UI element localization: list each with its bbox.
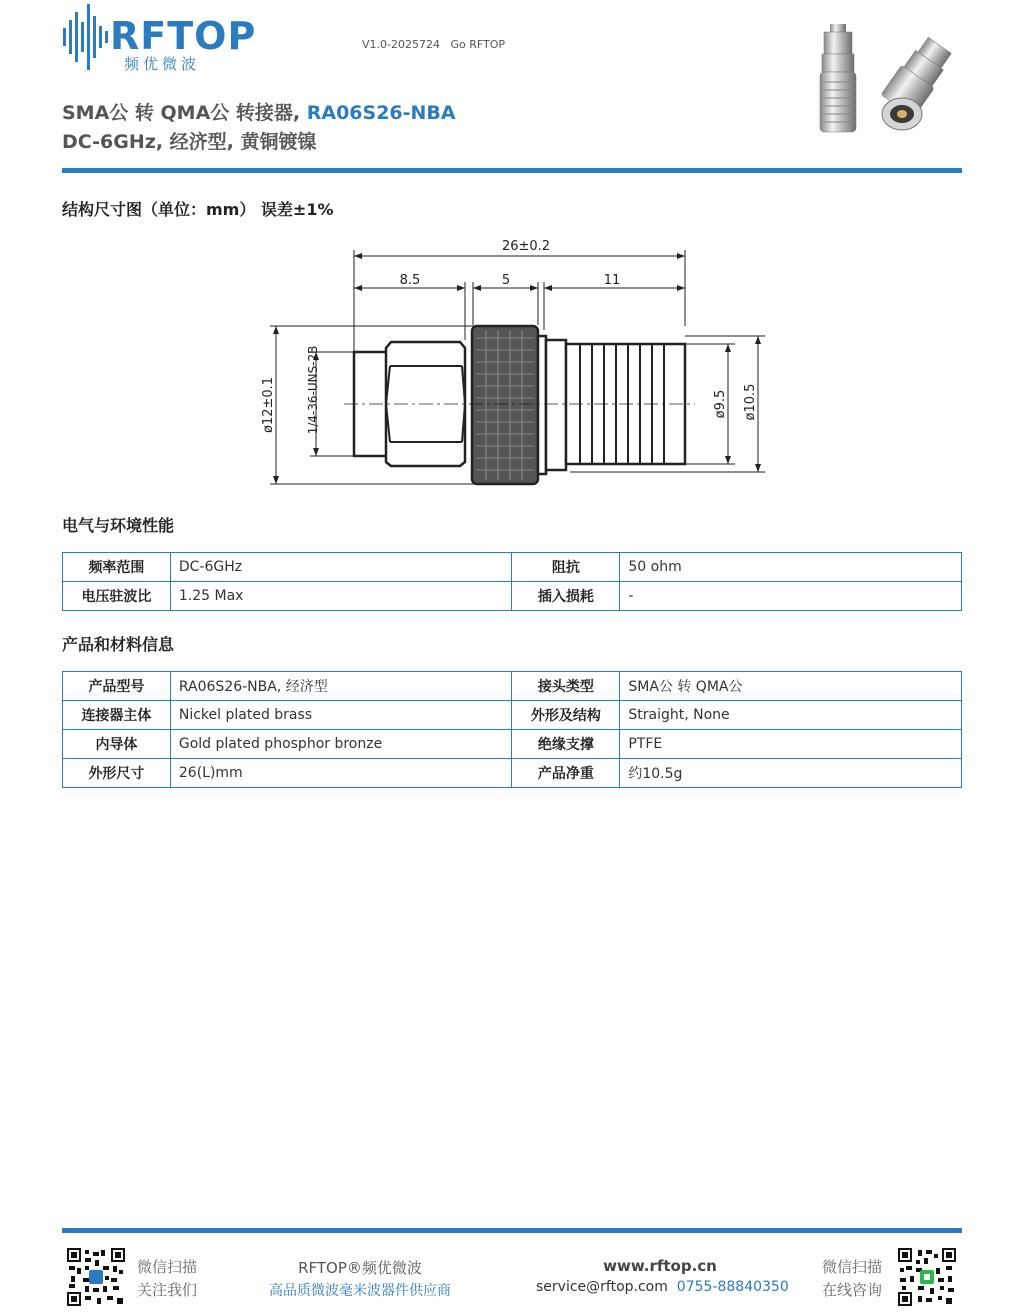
- table-value: Nickel plated brass: [170, 701, 512, 730]
- product-photo: [802, 18, 962, 140]
- table-value: 1.25 Max: [170, 582, 512, 611]
- table-label: 内导体: [63, 730, 171, 759]
- table-value: Gold plated phosphor bronze: [170, 730, 512, 759]
- footer-contact: [536, 1279, 789, 1295]
- table-label: 连接器主体: [63, 701, 171, 730]
- product-subtitle: DC-6GHz, 经济型, 黄铜镀镍: [62, 131, 317, 153]
- online-consult-label: 在线咨询: [822, 1281, 883, 1299]
- title-model: RA06S26-NBA: [306, 102, 456, 124]
- footer-website[interactable]: www.rftop.cn: [603, 1257, 717, 1275]
- table-label: 阻抗: [512, 553, 620, 582]
- table-row: [63, 701, 962, 730]
- table-row: [63, 582, 962, 611]
- table-value: 50 ohm: [620, 553, 962, 582]
- table-row: [63, 672, 962, 701]
- brand-cn: 频优微波: [124, 55, 201, 73]
- table-value: DC-6GHz: [170, 553, 512, 582]
- version-text: V1.0-2025724: [362, 38, 440, 51]
- table-label: 外形及结构: [512, 701, 620, 730]
- table-label: 插入损耗: [512, 582, 620, 611]
- table-value: RA06S26-NBA, 经济型: [170, 672, 512, 701]
- table-label: 产品净重: [512, 759, 620, 788]
- table-label: 产品型号: [63, 672, 171, 701]
- wechat-scan-label-2: 微信扫描: [822, 1258, 883, 1276]
- table-value: 约10.5g: [620, 759, 962, 788]
- footer-email[interactable]: service@rftop.com: [536, 1279, 668, 1295]
- table-value: 26(L)mm: [170, 759, 512, 788]
- materials-table: [62, 671, 962, 788]
- materials-section-title: 产品和材料信息: [62, 635, 175, 654]
- table-value: -: [620, 582, 962, 611]
- table-row: [63, 759, 962, 788]
- footer-phone[interactable]: 0755-88840350: [676, 1279, 789, 1295]
- page-header: [62, 0, 962, 175]
- wechat-follow-qr-icon[interactable]: [67, 1248, 125, 1306]
- wechat-consult-qr-icon[interactable]: [898, 1248, 956, 1306]
- follow-us-label: 关注我们: [137, 1281, 198, 1299]
- wechat-scan-label: 微信扫描: [137, 1258, 198, 1276]
- dimension-drawing: [240, 230, 780, 495]
- logo-wave-icon: [62, 0, 112, 75]
- dim-thread: 1/4-36-UNS-2B: [306, 345, 320, 435]
- electrical-section-title: 电气与环境性能: [62, 516, 175, 535]
- table-label: 频率范围: [63, 553, 171, 582]
- table-row: [63, 730, 962, 759]
- brand-name: RFTOP: [110, 14, 257, 58]
- table-value: PTFE: [620, 730, 962, 759]
- dim-dia95: ø9.5: [713, 389, 728, 419]
- table-label: 外形尺寸: [63, 759, 171, 788]
- dim-c: 11: [603, 273, 621, 288]
- drawing-section-title: 结构尺寸图（单位：mm） 误差±1%: [62, 200, 334, 219]
- rftop-logo[interactable]: [62, 0, 272, 75]
- product-title: [62, 98, 456, 125]
- dim-dia12: ø12±0.1: [261, 376, 276, 434]
- dim-b: 5: [501, 273, 511, 288]
- table-label: 接头类型: [512, 672, 620, 701]
- footer-slogan: 高品质微波毫米波器件供应商: [269, 1283, 451, 1299]
- table-value: Straight, None: [620, 701, 962, 730]
- dim-a: 8.5: [399, 273, 421, 288]
- table-label: 电压驻波比: [63, 582, 171, 611]
- table-label: 绝缘支撑: [512, 730, 620, 759]
- title-prefix: SMA公 转 QMA公 转接器,: [62, 102, 307, 124]
- table-row: [63, 553, 962, 582]
- dim-total: 26±0.2: [501, 239, 551, 254]
- table-value: SMA公 转 QMA公: [620, 672, 962, 701]
- header-divider: [62, 168, 962, 173]
- dim-dia105: ø10.5: [743, 383, 758, 421]
- footer-brand-line: RFTOP®频优微波: [298, 1259, 422, 1277]
- electrical-table: [62, 552, 962, 611]
- footer-divider: [62, 1228, 962, 1233]
- version-line: [362, 38, 505, 51]
- go-rftop-link[interactable]: Go RFTOP: [450, 38, 506, 51]
